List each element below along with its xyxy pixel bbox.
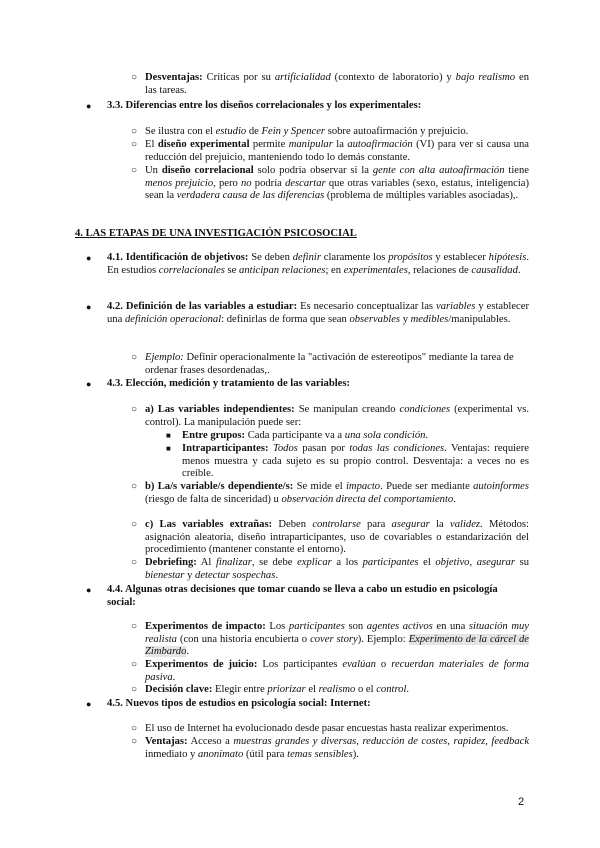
bullet-circle-icon: ○ xyxy=(131,723,138,734)
entre-grupos-item: Entre grupos: Cada participante va a una sola condición. xyxy=(182,430,429,441)
ventajas-item: Ventajas: Acceso a muestras grandes y diversas, reducción de costes, rapidez, feedback inmediato y anonimato (útil para temas sensibles). xyxy=(145,736,530,760)
bullet-circle-icon: ○ xyxy=(131,557,138,568)
page-number: 2 xyxy=(518,796,525,808)
section-4-4-title: 4.4. Algunas otras decisiones que tomar cuando se lleva a cabo un estudio en psicología social: xyxy=(107,584,498,608)
bullet-dot-icon: ● xyxy=(86,302,92,312)
debriefing-item: Debriefing: Al finalizar, se debe explicar a los participantes el objetivo, asegurar su bienestar y detectar sospechas. xyxy=(145,557,529,581)
section-4-5-title: 4.5. Nuevos tipos de estudios en psicología social: Internet: xyxy=(107,698,371,709)
bullet-circle-icon: ○ xyxy=(131,404,138,415)
section-3-3-title: 3.3. Diferencias entre los diseños correlacionales y los experimentales: xyxy=(107,100,422,111)
bullet-dot-icon: ● xyxy=(86,101,92,111)
variables-independientes-item: a) Las variables independientes: Se manipulan creando condiciones (experimental vs. control). La manipulación puede ser: xyxy=(145,404,529,428)
bullet-circle-icon: ○ xyxy=(131,481,138,492)
bullet-circle-icon: ○ xyxy=(131,684,138,695)
bullet-circle-icon: ○ xyxy=(131,659,138,670)
bullet-circle-icon: ○ xyxy=(131,139,138,150)
experimentos-impacto-item: Experimentos de impacto: Los participantes son agentes activos en una situación muy realista (con una historia encubierta o cover story). Ejemplo: Experimento de la cárcel de Zimbardo. xyxy=(145,621,529,658)
bullet-circle-icon: ○ xyxy=(131,352,138,363)
bullet-dot-icon: ● xyxy=(86,379,92,389)
diseno-experimental-item: El diseño experimental permite manipular la autoafirmación (VI) para ver si causa una reducción del prejuicio, manteniendo todo lo demás constante. xyxy=(145,139,529,163)
variable-dependiente-item: b) La/s variable/s dependiente/s: Se mide el impacto. Puede ser mediante autoinformes (riesgo de falta de sinceridad) u observación directa del comportamiento. xyxy=(145,481,530,505)
experimentos-juicio-item: Experimentos de juicio: Los participantes evalúan o recuerdan materiales de forma pasiva. xyxy=(145,659,530,683)
bullet-circle-icon: ○ xyxy=(131,165,138,176)
ilustra-item: Se ilustra con el estudio de Fein y Spencer sobre autoafirmación y prejuicio. xyxy=(145,126,469,137)
bullet-circle-icon: ○ xyxy=(131,72,138,83)
intraparticipantes-item: Intraparticipantes: Todos pasan por todas las condiciones. Ventajas: requiere menos muestra y cada sujeto es su propio control. Desventaja: a veces no es creíble. xyxy=(182,443,529,480)
bullet-dot-icon: ● xyxy=(86,699,92,709)
highlighted-example: Experimento de la cárcel de Zimbardo xyxy=(145,633,529,658)
diseno-correlacional-item: Un diseño correlacional solo podría observar si la gente con alta autoafirmación tiene menos prejuicio, pero no podría descartar que otras variables (sexo, estatus, inteligencia) sean la verdadera causa de las diferencias (problema de múltiples variables asociadas),. xyxy=(145,165,529,202)
bullet-circle-icon: ○ xyxy=(131,736,138,747)
ejemplo-item: Ejemplo: Definir operacionalmente la "activación de estereotipos" mediante la tarea de ordenar frases desordenadas,. xyxy=(145,352,514,376)
bullet-circle-icon: ○ xyxy=(131,621,138,632)
desventajas-item: Desventajas: Críticas por su artificialidad (contexto de laboratorio) y bajo realismo en las tareas. xyxy=(145,72,529,96)
variables-extranas-item: c) Las variables extrañas: Deben controlarse para asegurar la validez. Métodos: asignación aleatoria, diseño intraparticipantes, uso de covariables o estandarización del procedimiento (mantener constante el entorno). xyxy=(145,519,529,556)
section-4-2: 4.2. Definición de las variables a estudiar: Es necesario conceptualizar las variables y establecer una definición operacional: definirlas de forma que sean observables y medibles/manipulables. xyxy=(107,301,529,325)
bullet-square-icon: ■ xyxy=(166,444,171,453)
section-4-3-title: 4.3. Elección, medición y tratamiento de las variables: xyxy=(107,378,351,389)
internet-item: El uso de Internet ha evolucionado desde pasar encuestas hasta realizar experimentos. xyxy=(145,723,509,734)
bullet-circle-icon: ○ xyxy=(131,519,138,530)
decision-clave-item: Decisión clave: Elegir entre priorizar el realismo o el control. xyxy=(145,684,410,695)
bullet-circle-icon: ○ xyxy=(131,126,138,137)
bullet-dot-icon: ● xyxy=(86,585,92,595)
section-4-heading: 4. LAS ETAPAS DE UNA INVESTIGACIÓN PSICOSOCIAL xyxy=(75,228,357,239)
bullet-dot-icon: ● xyxy=(86,253,92,263)
bullet-square-icon: ■ xyxy=(166,431,171,440)
section-4-1: 4.1. Identificación de objetivos: Se deben definir claramente los propósitos y establecer hipótesis. En estudios correlacionales se anticipan relaciones; en experimentales, relaciones de causalidad. xyxy=(107,252,529,276)
